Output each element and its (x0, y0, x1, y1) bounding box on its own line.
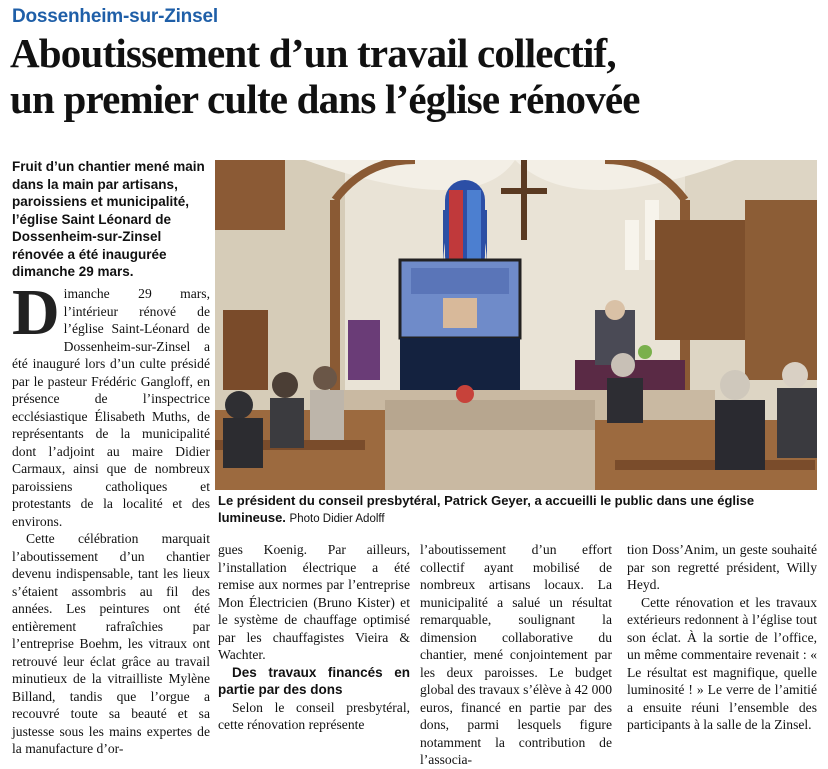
kicker-location: Dossenheim-sur-Zinsel (12, 6, 218, 27)
column-1-bottom (12, 530, 210, 758)
paragraph-1 (12, 276, 210, 530)
column-2 (218, 541, 410, 734)
headline-line-1: Aboutissement d’un travail collectif, (10, 30, 616, 76)
column-3 (420, 541, 612, 769)
headline-line-2: un premier culte dans l’église rénovée (10, 76, 640, 122)
subheading: Des travaux financés en partie par des dons (218, 664, 410, 697)
photo-credit: Photo Didier Adolff (289, 513, 385, 525)
paragraph-3-end: tion Doss’Anim, un geste souhaité par son regretté président, Willy Heyd. (627, 542, 817, 592)
paragraph-2-start: Cette célébration marquait l’aboutissement d’un chantier devenu indispensable, tant les lieux s’étaient assombris au fil des années. Les peintures ont été entièrement rafraîchies par l’entreprise Boehm, les vitraux ont retrouvé leur éclat grâce au travail minutieux de la vitrailliste Mylène Billand, tandis que l’orgue a recouvré toute sa beauté et sa justesse sous les mains expertes de la manufacture d’or- (12, 531, 210, 756)
column-4 (627, 541, 817, 734)
paragraph-3-middle: l’aboutissement d’un effort collectif ayant mobilisé de nombreux artisans locaux. La municipalité a salué un résultat remarquable, soulignant la dimension collaborative du chantier, mené conjointement par les deux paroisses. Le budget global des travaux s’élève à 42 000 euros, financé en partie par des dons, parmi lesquels figure notamment la contribution de l’associa- (420, 542, 612, 767)
church-interior-illustration (215, 160, 817, 490)
paragraph-3-start: Selon le conseil presbytéral, cette rénovation représente (218, 699, 410, 732)
drop-cap: D (12, 276, 60, 349)
lead-paragraph: Fruit d’un chantier mené main dans la main par artisans, paroissiens et municipalité, l’église Saint Léonard de Dossenheim-sur-Zinsel rénovée a été inaugurée dimanche 29 mars. (12, 159, 205, 279)
church-photo (215, 160, 817, 490)
photo-caption (218, 492, 818, 528)
headline (10, 30, 820, 122)
paragraph-4: Cette rénovation et les travaux extérieurs redonnent à l’église tout son éclat. À la sortie de l’office, un même commentaire revenait : « Le résultat est magnifique, quelle luminosité ! » Le verre de l’amitié a ensuite réuni l’ensemble des participants à la salle de la Zinsel. (627, 594, 817, 732)
column-1-top (12, 276, 210, 530)
paragraph-2-end: gues Koenig. Par ailleurs, l’installation électrique a été remise aux normes par l’entreprise Mon Électricien (Bruno Kister) et le système de chauffage optimisé par les chauffagistes Vieira & Wachter. (218, 542, 410, 662)
paragraph-1-text: imanche 29 mars, l’intérieur rénové de l’église Saint-Léonard de Dossenheim-sur-Zinsel a été inauguré lors d’un culte présidé par le pasteur Frédéric Gangloff, en présence de l’inspectrice ecclésiastique Élisabeth Muths, de représentants de la municipalité dont l’adjoint au maire Didier Carmaux, ainsi que de nombreux paroissiens catholiques et protestants de la localité et des environs. (12, 286, 210, 529)
caption-text: Le président du conseil presbytéral, Patrick Geyer, a accueilli le public dans une église lumineuse. (218, 493, 755, 525)
